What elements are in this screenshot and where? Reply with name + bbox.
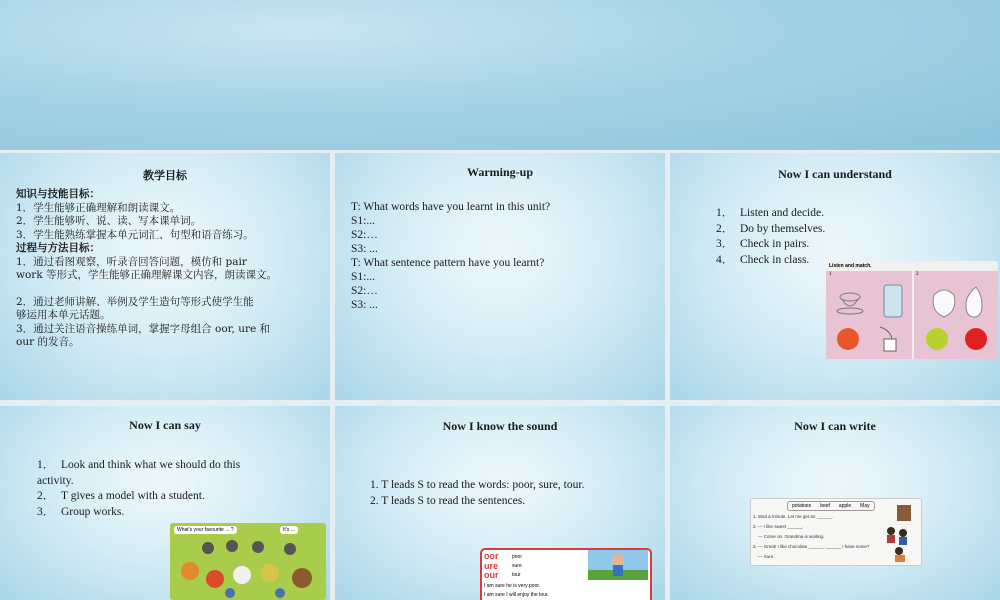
dialogue-line: T: What sentence pattern have you learnt? [351,257,545,269]
word-bank [787,501,875,511]
list-item: activity. [37,474,74,487]
favourite-food-picture [170,523,326,600]
goal-line: 2．学生能够听、说、读、写本课单词。 [16,215,202,227]
orange-icon [837,328,859,350]
slide-now-i-know-the-sound[interactable] [335,406,665,600]
exercise-lines [753,512,883,562]
dialogue-line: S2:… [351,285,378,297]
sound-word: tour [512,572,521,578]
phonics-picture [480,548,652,600]
letter-combo: ure [484,560,499,571]
top-banner [0,0,1000,150]
picture-number: 1 [829,272,832,277]
pear-icon [966,287,982,317]
list-item: 2． Do by themselves. [716,222,826,235]
animal-icons [181,562,312,588]
goal-line: 1．学生能够正确理解和朗读课文。 [16,201,181,214]
list-item: 1． Listen and decide. [716,207,824,219]
speech-bubble: It's ... [280,526,298,534]
letter-combo: oor [484,551,499,561]
letter-combo: our [484,570,499,580]
goals-text [16,188,328,350]
dialogue-line: S3: ... [351,299,378,311]
slide-teaching-goals[interactable] [0,153,330,400]
goal-line: 3．通过关注语音操练单词，掌握字母组合 oor, ure 和 [16,322,271,335]
apple-icon [933,290,955,317]
exercise-line: 1. Wait a minute. Let me get an ______. [753,514,833,519]
dialogue-line: S1:... [351,215,375,227]
slide-title: Warming-up [466,165,533,179]
animals-drawing [170,523,326,600]
fruit-drawings [826,261,998,359]
steps-list [716,206,825,268]
goal-heading: 过程与方法目标： [16,242,100,254]
word-bank-item: May [860,503,870,509]
food-icons [202,540,296,555]
speech-bubble: What's your favourite ... ? [174,526,237,534]
listen-match-picture [826,261,998,359]
boy-picture [588,550,648,580]
exercise-line: 2. — I like sweet ______. [753,524,804,529]
slide-title: Now I can understand [778,167,892,181]
goal-line: our 的发音。 [16,336,80,348]
picture-number: 2 [916,272,919,277]
food-icons [225,588,285,598]
dialogue-line: S2:… [351,229,378,241]
picture-header: Listen and match. [829,263,872,269]
slide-title: Now I can say [129,418,201,432]
slide-warming-up[interactable] [335,153,665,400]
slide-now-i-can-understand[interactable] [670,153,1000,400]
glass-icon [884,285,902,317]
goal-line [16,283,328,296]
green-apple-icon [926,328,948,350]
letters-column [484,552,510,581]
sound-word: poor [512,554,523,560]
sentences-block [484,582,549,600]
exercise-line: — Come on. Grandma is waiting. [758,534,825,539]
list-item: 2． T gives a model with a student. [37,490,205,502]
words-column [512,553,522,580]
instruction-line: 1. T leads S to read the words: poor, sure, tour. [370,479,585,491]
exercise-line: 3. — Great! I like chocolate ______. ______ I have some? [753,544,870,549]
teabag-icon [880,327,896,351]
goal-line: work 等形式，学生能够正确理解课文内容，朗读课文。 [16,269,278,281]
goal-line: 2．通过老师讲解、举例及学生造句等形式使学生能 [16,295,254,308]
family-illustration [879,501,919,563]
slide-title: 教学目标 [143,169,187,182]
teacup-icon [837,293,863,314]
word-bank-item: potatoes [792,503,812,509]
sound-sentence: I am sure I will enjoy the tour. [484,592,549,598]
list-item: 3． Check in pairs. [716,238,810,250]
dialogue-line: S1:... [351,271,375,283]
instructions-text [370,478,660,509]
sound-word: sure [512,563,522,569]
goal-line: 够运用本单元话题。 [16,309,111,321]
red-apple-icon [965,328,987,350]
list-item: 3． Group works. [37,505,125,518]
dialogue-text [351,200,661,312]
exercise-line: — Sure. [758,554,775,559]
sound-sentence: I am sure he is very poor. [484,583,541,589]
goal-line: 3．学生能熟练掌握本单元词汇、句型和语音练习。 [16,228,254,241]
slide-title: Now I know the sound [442,419,558,433]
list-item: 1． Look and think what we should do this [37,459,241,471]
goal-line: 1．通过看图观察，听录音回答问题，模仿和 pair [16,255,247,268]
list-item: 4． Check in class. [716,253,810,266]
dialogue-line: T: What words have you learnt in this unit? [351,201,551,213]
instruction-line: 2. T leads S to read the sentences. [370,494,526,507]
word-bank-item: apple [838,503,852,509]
slide-now-i-can-write[interactable] [670,406,1000,600]
slide-now-i-can-say[interactable] [0,406,330,600]
dialogue-line: S3: ... [351,243,378,255]
goal-heading: 知识与技能目标： [16,188,100,200]
steps-list [37,458,277,520]
writing-exercise-picture [750,498,922,566]
word-bank-item: beef [820,503,830,509]
slide-title: Now I can write [794,419,876,433]
